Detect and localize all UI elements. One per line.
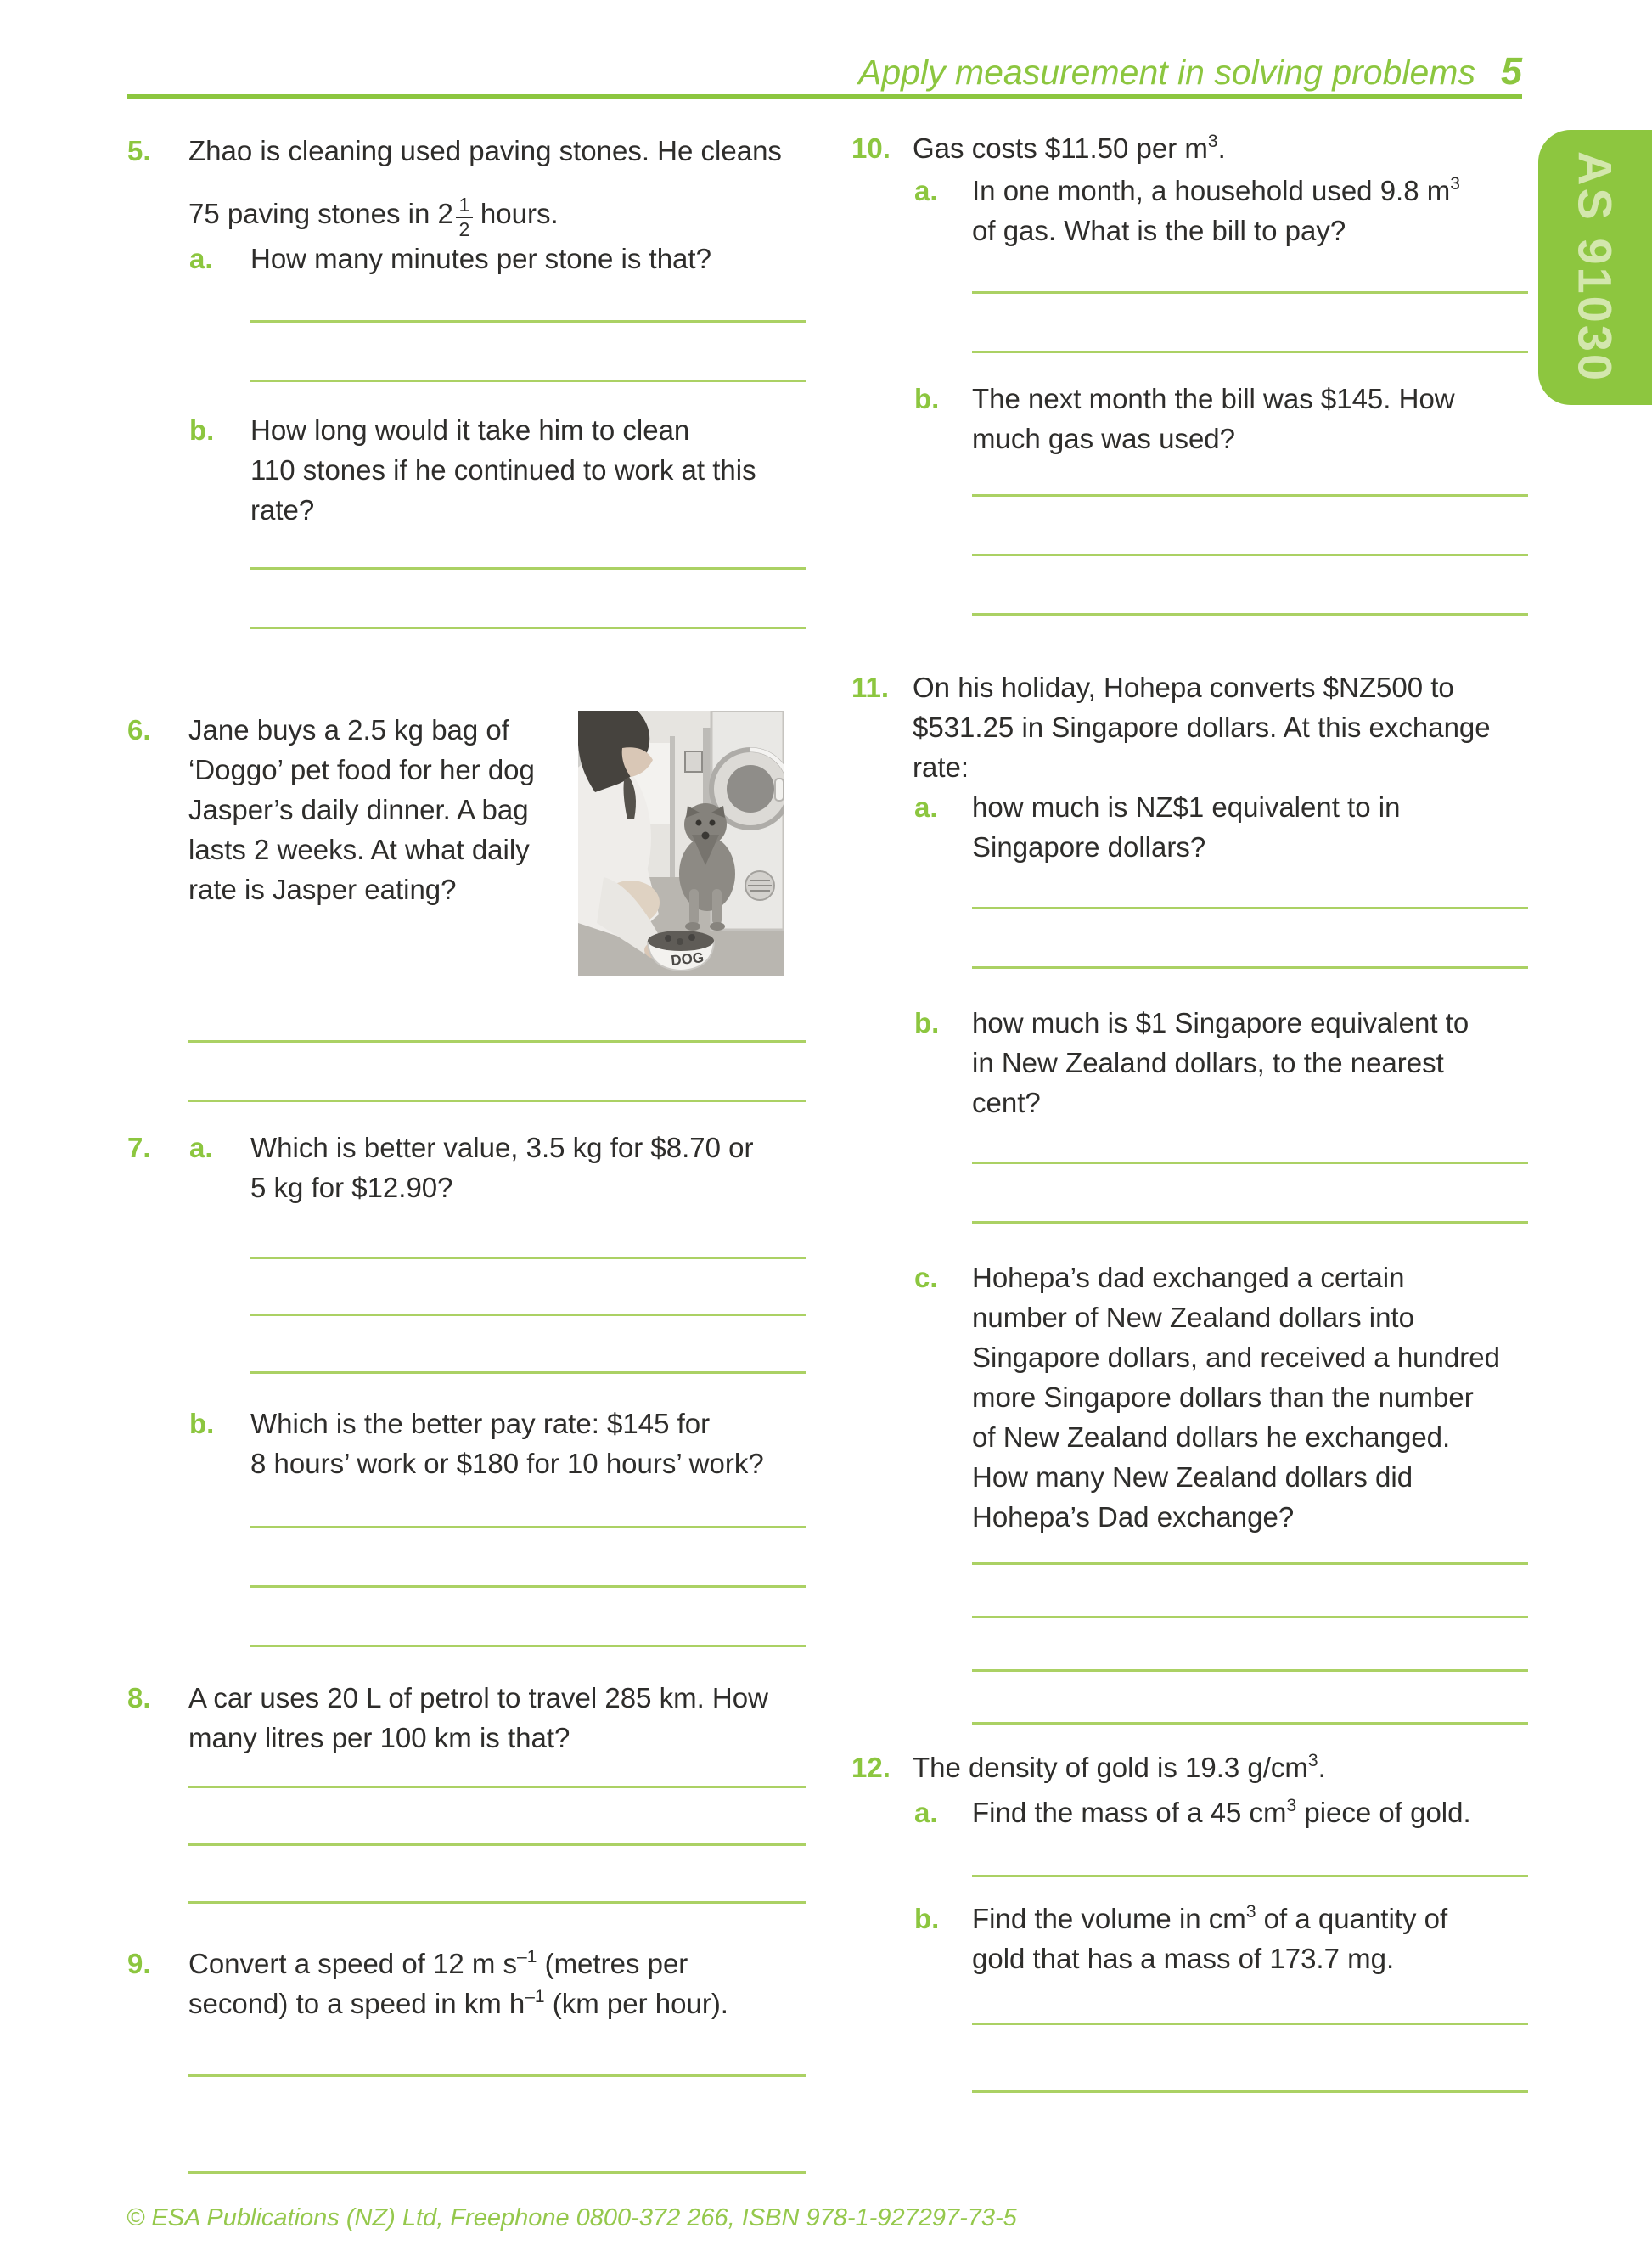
- q12a-line1-superscript: 3: [1286, 1796, 1297, 1815]
- fraction-one-half: [456, 195, 473, 239]
- q10b-line1: The next month the bill was $145. How: [972, 383, 1455, 414]
- answer-line: [972, 291, 1528, 294]
- answer-line: [250, 320, 806, 323]
- q12a-label: a.: [914, 1797, 938, 1828]
- q6-line4: lasts 2 weeks. At what daily: [188, 834, 530, 865]
- q12-line1-pre: The density of gold is 19.3 g/cm: [913, 1752, 1308, 1783]
- q12-number: 12.: [851, 1752, 891, 1783]
- q11c-line2: number of New Zealand dollars into: [972, 1302, 1414, 1333]
- answer-line: [972, 1616, 1528, 1618]
- q7a-line1: Which is better value, 3.5 kg for $8.70 or: [250, 1132, 754, 1163]
- q9-line1: [188, 1947, 688, 1985]
- answer-line: [972, 494, 1528, 497]
- answer-line: [972, 966, 1528, 969]
- copyright-footer: © ESA Publications (NZ) Ltd, Freephone 0800-372 266, ISBN 978-1-927297-73-5: [126, 2204, 1017, 2231]
- answer-line: [250, 1371, 806, 1374]
- q11-line3: rate:: [913, 751, 969, 783]
- q12-line1-post: .: [1318, 1752, 1326, 1783]
- q6-line3: Jasper’s daily dinner. A bag: [188, 794, 529, 825]
- answer-line: [188, 1040, 806, 1043]
- answer-line: [972, 613, 1528, 616]
- answer-line: [972, 1722, 1528, 1725]
- answer-line: [188, 1843, 806, 1846]
- q10a-line1-pre: In one month, a household used 9.8 m: [972, 175, 1451, 206]
- answer-line: [188, 1786, 806, 1788]
- q5a-label: a.: [189, 243, 213, 274]
- page-number: 5: [1500, 49, 1522, 93]
- q9-line1-post: (metres per: [537, 1948, 688, 1979]
- q10-line1: [913, 132, 1226, 170]
- q5-line1: Zhao is cleaning used paving stones. He cleans: [188, 135, 782, 166]
- answer-line: [250, 567, 806, 570]
- standard-tab-label: AS 91030: [1568, 151, 1622, 384]
- q10-number: 10.: [851, 132, 891, 164]
- answer-line: [972, 2090, 1528, 2093]
- q10-line1-post: .: [1217, 132, 1226, 164]
- q11-line1: On his holiday, Hohepa converts $NZ500 to: [913, 672, 1454, 703]
- page-title: Apply measurement in solving problems: [858, 53, 1475, 92]
- q6-number: 6.: [127, 714, 151, 746]
- q11c-line6: How many New Zealand dollars did: [972, 1461, 1413, 1493]
- answer-line: [250, 1526, 806, 1528]
- q12b-line2: gold that has a mass of 173.7 mg.: [972, 1943, 1395, 1974]
- answer-line: [972, 351, 1528, 353]
- q8-number: 8.: [127, 1682, 151, 1713]
- q6-line5: rate is Jasper eating?: [188, 874, 457, 905]
- q10a-line1: [972, 174, 1460, 212]
- fraction-numerator: 1: [458, 194, 470, 216]
- q6-line2: ‘Doggo’ pet food for her dog: [188, 754, 535, 785]
- q11c-line3: Singapore dollars, and received a hundred: [972, 1342, 1500, 1373]
- q11-number: 11.: [851, 672, 890, 703]
- standard-tab-as91030: [1538, 130, 1652, 405]
- answer-line: [972, 907, 1528, 909]
- answer-line: [188, 1901, 806, 1904]
- q9-number: 9.: [127, 1948, 151, 1979]
- q10b-label: b.: [914, 383, 940, 414]
- q7a-label: a.: [189, 1132, 213, 1163]
- q12b-label: b.: [914, 1903, 940, 1934]
- q11c-line7: Hohepa’s Dad exchange?: [972, 1501, 1295, 1533]
- q11a-label: a.: [914, 791, 938, 823]
- q11b-line2: in New Zealand dollars, to the nearest: [972, 1047, 1444, 1078]
- q7a-line2: 5 kg for $12.90?: [250, 1172, 453, 1203]
- q11c-line1: Hohepa’s dad exchanged a certain: [972, 1262, 1405, 1293]
- q5b-line2: 110 stones if he continued to work at this: [250, 454, 756, 486]
- dog-feeding-photo: [578, 711, 784, 976]
- q7-number: 7.: [127, 1132, 151, 1163]
- q11a-line1: how much is NZ$1 equivalent to in: [972, 791, 1401, 823]
- q12a-line1-post: piece of gold.: [1296, 1797, 1471, 1828]
- q9-line2-pre: second) to a speed in km h: [188, 1988, 525, 2019]
- answer-line: [972, 1875, 1528, 1877]
- answer-line: [250, 1645, 806, 1647]
- page-header: [858, 49, 1522, 93]
- q12b-line1-superscript: 3: [1245, 1902, 1256, 1922]
- q10a-line1-superscript: 3: [1450, 174, 1460, 194]
- q12-line1-superscript: 3: [1307, 1751, 1318, 1770]
- q12b-line1: [972, 1902, 1447, 1940]
- q7b-label: b.: [189, 1408, 215, 1439]
- q11c-line5: of New Zealand dollars he exchanged.: [972, 1421, 1451, 1453]
- q10-line1-pre: Gas costs $11.50 per m: [913, 132, 1208, 164]
- q7b-line1: Which is the better pay rate: $145 for: [250, 1408, 711, 1439]
- answer-line: [972, 1669, 1528, 1672]
- q8-line1: A car uses 20 L of petrol to travel 285 km. How: [188, 1682, 768, 1713]
- q9-line1-pre: Convert a speed of 12 m s: [188, 1948, 518, 1979]
- answer-line: [250, 1314, 806, 1316]
- answer-line: [972, 1162, 1528, 1164]
- answer-line: [250, 1585, 806, 1588]
- answer-line: [250, 1257, 806, 1259]
- q10b-line2: much gas was used?: [972, 423, 1236, 454]
- fraction-denominator: 2: [458, 218, 470, 240]
- q10-line1-superscript: 3: [1207, 132, 1218, 151]
- q12-line1: [913, 1751, 1326, 1789]
- q11c-line4: more Singapore dollars than the number: [972, 1381, 1474, 1413]
- q12b-line1-post: of a quantity of: [1256, 1903, 1448, 1934]
- q5b-line3: rate?: [250, 494, 315, 526]
- answer-line: [188, 1100, 806, 1102]
- q12b-line1-pre: Find the volume in cm: [972, 1903, 1246, 1934]
- q5b-line1: How long would it take him to clean: [250, 414, 690, 446]
- q11b-line3: cent?: [972, 1087, 1041, 1118]
- q12a-line1-pre: Find the mass of a 45 cm: [972, 1797, 1287, 1828]
- answer-line: [972, 554, 1528, 556]
- q11c-label: c.: [914, 1262, 938, 1293]
- q5a-line1: How many minutes per stone is that?: [250, 243, 711, 274]
- answer-line: [250, 627, 806, 629]
- bowl-text: DOG: [670, 949, 705, 969]
- q11b-label: b.: [914, 1007, 940, 1038]
- answer-line: [188, 2074, 806, 2077]
- q5-line2-post: hours.: [480, 198, 559, 229]
- q11a-line2: Singapore dollars?: [972, 831, 1206, 863]
- q11-line2: $531.25 in Singapore dollars. At this exchange: [913, 712, 1491, 743]
- q9-line2-superscript: –1: [525, 1987, 545, 2006]
- q9-line1-superscript: –1: [517, 1947, 537, 1967]
- answer-line: [188, 2171, 806, 2174]
- q10a-label: a.: [914, 175, 938, 206]
- answer-line: [972, 1221, 1528, 1224]
- q5-line2-pre: 75 paving stones in 2: [188, 198, 453, 229]
- header-rule: [127, 94, 1522, 99]
- q11b-line1: how much is $1 Singapore equivalent to: [972, 1007, 1469, 1038]
- q12a-line1: [972, 1796, 1471, 1834]
- q6-line1: Jane buys a 2.5 kg bag of: [188, 714, 509, 746]
- q7b-line2: 8 hours’ work or $180 for 10 hours’ work?: [250, 1448, 764, 1479]
- answer-line: [972, 1562, 1528, 1565]
- q9-line2-post: (km per hour).: [544, 1988, 728, 2019]
- q5b-label: b.: [189, 414, 215, 446]
- q9-line2: [188, 1987, 728, 2025]
- answer-line: [972, 2023, 1528, 2025]
- q8-line2: many litres per 100 km is that?: [188, 1722, 570, 1753]
- answer-line: [250, 380, 806, 382]
- q5-number: 5.: [127, 135, 151, 166]
- q10a-line2: of gas. What is the bill to pay?: [972, 215, 1346, 246]
